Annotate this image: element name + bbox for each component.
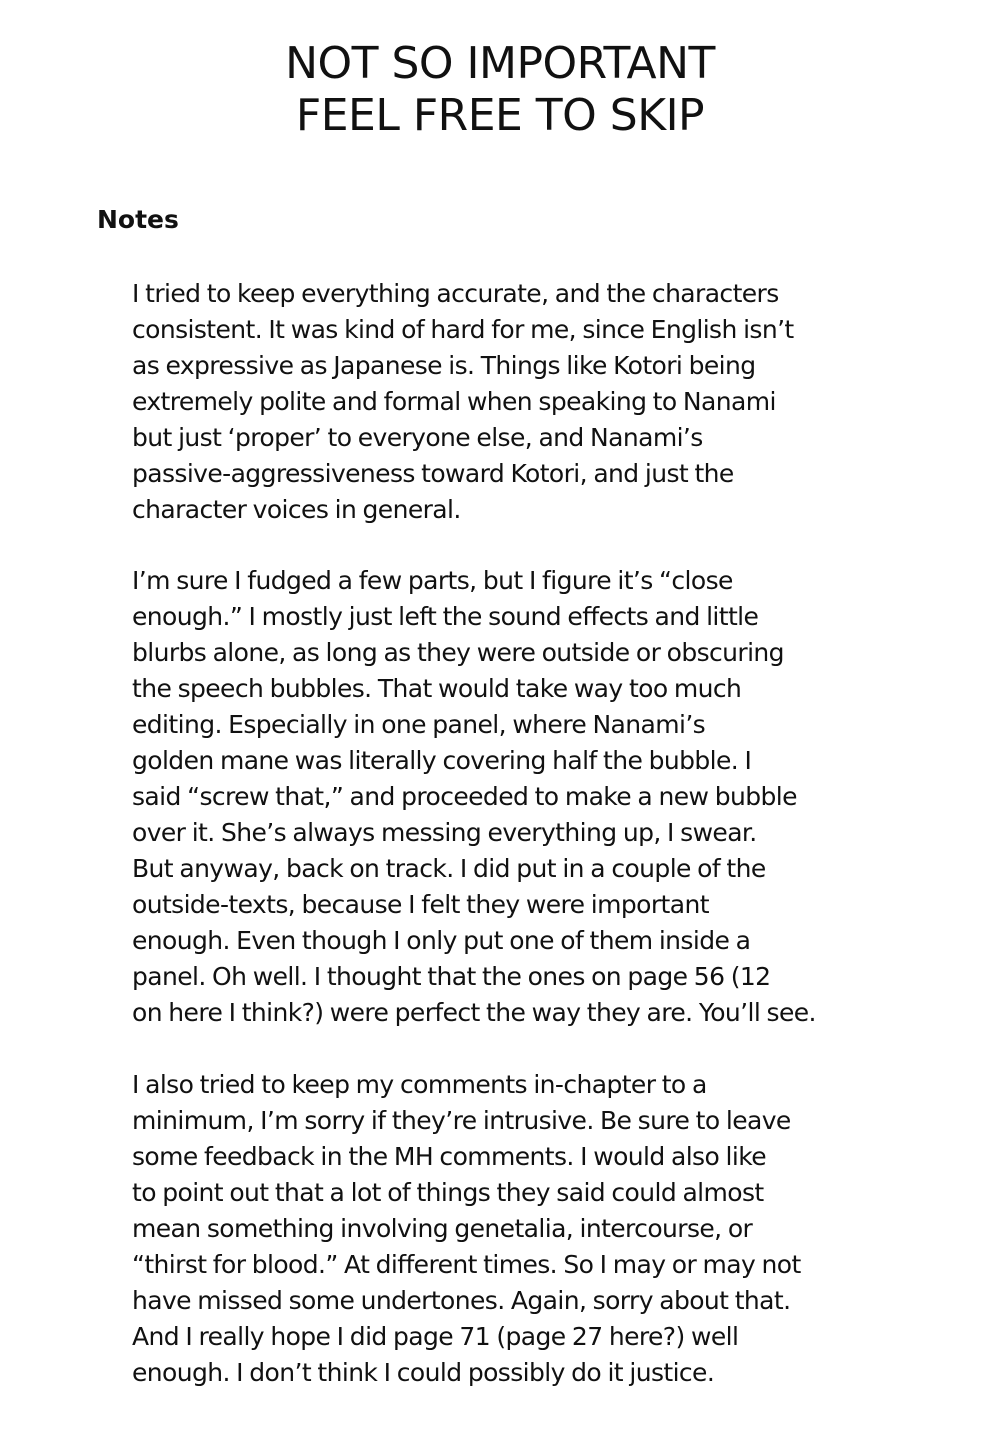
text-line: mean something involving genetalia, intercourse, or (132, 1214, 753, 1243)
text-line: minimum, I’m sorry if they’re intrusive. Be sure to leave (132, 1106, 791, 1135)
paragraph-3 (132, 1067, 932, 1391)
text-line: over it. She’s always messing everything up, I swear. (132, 818, 757, 847)
text-line: character voices in general. (132, 495, 461, 524)
paragraph-1 (132, 276, 932, 528)
text-line: I’m sure I fudged a few parts, but I figure it’s “close (132, 566, 733, 595)
text-line: But anyway, back on track. I did put in a couple of the (132, 854, 766, 883)
text-line: I also tried to keep my comments in-chapter to a (132, 1070, 707, 1099)
text-line: enough. I don’t think I could possibly do it justice. (132, 1358, 715, 1387)
text-line: “thirst for blood.” At different times. So I may or may not (132, 1250, 801, 1279)
paragraph-2 (132, 563, 932, 1031)
text-line: passive-aggressiveness toward Kotori, and just the (132, 459, 734, 488)
text-line: editing. Especially in one panel, where Nanami’s (132, 710, 706, 739)
text-line: I tried to keep everything accurate, and the characters (132, 279, 779, 308)
notes-heading: Notes (97, 205, 179, 234)
text-line: but just ‘proper’ to everyone else, and Nanami’s (132, 423, 703, 452)
title-line-1: NOT SO IMPORTANT (285, 38, 715, 89)
text-line: And I really hope I did page 71 (page 27 here?) well (132, 1322, 739, 1351)
text-line: enough.” I mostly just left the sound effects and little (132, 602, 759, 631)
text-line: on here I think?) were perfect the way they are. You’ll see. (132, 998, 816, 1027)
text-line: golden mane was literally covering half the bubble. I (132, 746, 752, 775)
text-line: have missed some undertones. Again, sorry about that. (132, 1286, 791, 1315)
text-line: said “screw that,” and proceeded to make a new bubble (132, 782, 797, 811)
text-line: panel. Oh well. I thought that the ones on page 56 (12 (132, 962, 771, 991)
page-title (0, 38, 1000, 142)
text-line: outside-texts, because I felt they were important (132, 890, 709, 919)
text-line: blurbs alone, as long as they were outside or obscuring (132, 638, 784, 667)
title-line-2: FEEL FREE TO SKIP (295, 90, 705, 141)
text-line: as expressive as Japanese is. Things like Kotori being (132, 351, 756, 380)
text-line: extremely polite and formal when speaking to Nanami (132, 387, 776, 416)
text-line: the speech bubbles. That would take way too much (132, 674, 742, 703)
text-line: some feedback in the MH comments. I would also like (132, 1142, 766, 1171)
text-line: to point out that a lot of things they said could almost (132, 1178, 764, 1207)
text-line: enough. Even though I only put one of them inside a (132, 926, 751, 955)
text-line: consistent. It was kind of hard for me, since English isn’t (132, 315, 794, 344)
